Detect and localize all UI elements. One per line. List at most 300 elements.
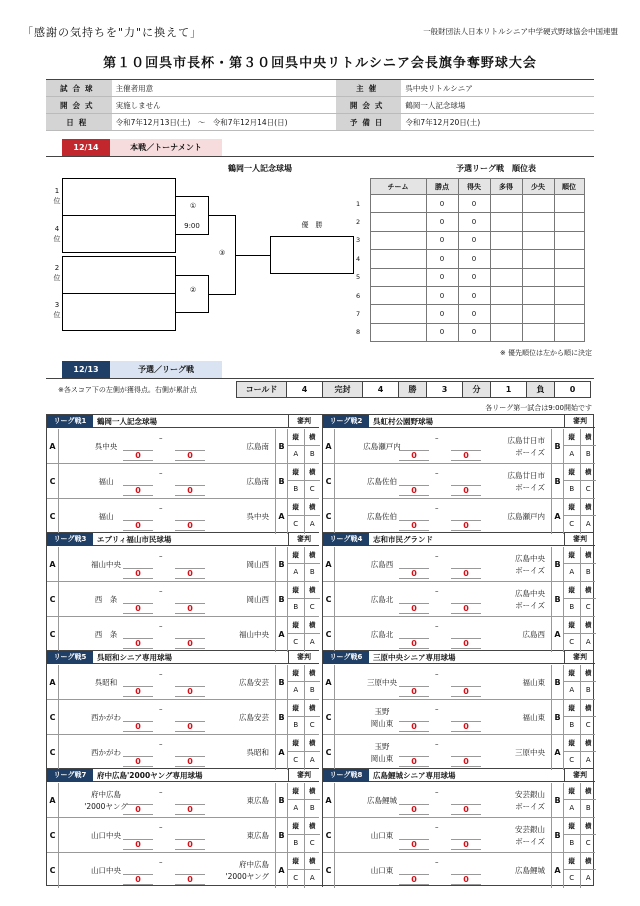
away-team: 広島廿日市 ボーイズ xyxy=(507,470,545,492)
umpire-assignment: 縦 横 B C xyxy=(563,818,595,853)
league-venue: 広島鯉城シニア専用球場 xyxy=(373,771,456,780)
league-header xyxy=(47,651,319,664)
umpire-assignment: 縦 横 C A xyxy=(287,499,319,534)
opening-venue-label: 開会式 xyxy=(336,97,402,114)
away-team: 安芸銀山 ボーイズ xyxy=(515,789,545,811)
home-score: 0 xyxy=(123,450,153,461)
opening-value: 実施しません xyxy=(112,97,305,114)
away-score: 0 xyxy=(451,874,481,885)
col-least-allowed: 少失 xyxy=(522,179,554,195)
league-venue: 呉昭和シニア専用球場 xyxy=(97,653,172,662)
umpire-assignment: 縦 横 A B xyxy=(287,783,319,818)
away-score: 0 xyxy=(175,520,205,531)
away-slot: A xyxy=(275,617,287,652)
home-slot: A xyxy=(323,547,335,582)
home-slot: A xyxy=(47,665,59,700)
away-slot: B xyxy=(551,665,563,700)
home-slot: C xyxy=(323,617,335,652)
home-team: 広島鯉城 xyxy=(367,795,397,805)
away-slot: B xyxy=(275,783,287,818)
slogan: 「感謝の気持ちを"力"に換えて」 xyxy=(22,26,203,39)
game-3-marker: ③ xyxy=(218,249,226,257)
schedule-value: 令和7年12月13日(土) 〜 令和7年12月14日(日) xyxy=(112,114,336,131)
league-game: C 山口東 – 安芸銀山 ボーイズ 0 0 B 縦 横 B C xyxy=(323,818,595,853)
league-tag: リーグ戦6 xyxy=(323,651,369,664)
points-shutout-label: 完封 xyxy=(323,382,363,398)
home-team: 西 条 xyxy=(94,629,118,639)
umpire-assignment: 縦 横 C A xyxy=(563,853,595,888)
league-game: A 府中広島 '2000ヤング – 東広島 0 0 B 縦 横 A B xyxy=(47,783,319,818)
league-tag: リーグ戦4 xyxy=(323,533,369,546)
points-win-label: 勝 xyxy=(399,382,427,398)
home-slot: C xyxy=(47,818,59,853)
away-score: 0 xyxy=(451,804,481,815)
league-tag: リーグ戦7 xyxy=(47,769,93,782)
home-score: 0 xyxy=(399,756,429,767)
home-team: 府中広島 '2000ヤング xyxy=(84,789,128,811)
league-game: A 三原中央 – 福山東 0 0 B 縦 横 A B xyxy=(323,665,595,700)
home-team: 三原中央 xyxy=(367,677,397,687)
home-team: 西 条 xyxy=(94,594,118,604)
seed-2: 2 位 xyxy=(53,264,61,282)
league-game: A 福山中央 – 岡山西 0 0 B 縦 横 A B xyxy=(47,547,319,582)
league-game: C 広島北 – 広島中央 ボーイズ 0 0 B 縦 横 B C xyxy=(323,582,595,617)
standings-title: 予選リーグ戦 順位表 xyxy=(456,164,536,173)
away-team: 呉昭和 xyxy=(246,747,269,757)
first-game-note: 各リーグ第一試合は9:00開始です xyxy=(485,404,592,412)
away-slot: A xyxy=(275,735,287,770)
umpire-assignment: 縦 横 C A xyxy=(287,853,319,888)
league-header xyxy=(323,415,595,428)
league-tag: リーグ戦8 xyxy=(323,769,369,782)
league-tag: リーグ戦3 xyxy=(47,533,93,546)
away-slot: B xyxy=(275,464,287,499)
league-venue: 鶴岡一人記念球場 xyxy=(97,417,157,426)
home-team: 呉中央 xyxy=(94,441,118,451)
home-slot: C xyxy=(47,853,59,888)
reserve-value: 令和7年12月20日(土) xyxy=(401,114,594,131)
away-score: 0 xyxy=(451,756,481,767)
col-team: チーム xyxy=(370,179,426,195)
home-team: 玉野 岡山東 xyxy=(370,741,394,763)
away-slot: B xyxy=(275,700,287,735)
away-team: 広島西 xyxy=(522,629,545,639)
away-score: 0 xyxy=(451,603,481,614)
team-slot-3 xyxy=(62,293,176,331)
away-team: 福山中央 xyxy=(239,629,269,639)
seed-1: 1 位 xyxy=(53,187,61,205)
league-game: A 広島瀬戸内 – 広島廿日市 ボーイズ 0 0 B 縦 横 A B xyxy=(323,429,595,464)
league-game: C 玉野 岡山東 – 三原中央 0 0 A 縦 横 C A xyxy=(323,735,595,770)
away-team: 広島鯉城 xyxy=(515,865,545,875)
home-team: 山口東 xyxy=(370,865,394,875)
standings-table xyxy=(356,178,585,342)
league-game: A 呉中央 – 広島南 0 0 B 縦 横 A B xyxy=(47,429,319,464)
home-score: 0 xyxy=(399,450,429,461)
league-panel xyxy=(322,415,594,533)
home-team: 広島北 xyxy=(370,594,394,604)
standings-row: 3 0 0 xyxy=(356,231,584,249)
league-panel xyxy=(322,533,594,651)
col-diff: 得失 xyxy=(458,179,490,195)
umpire-assignment: 縦 横 B C xyxy=(287,464,319,499)
umpire-assignment: 縦 横 B C xyxy=(563,464,595,499)
league-header xyxy=(47,533,319,546)
score-note: ※各スコア下の左側が獲得点。右側が累計点 xyxy=(58,386,197,394)
host-value: 呉中央リトルシニア xyxy=(401,80,594,97)
home-score: 0 xyxy=(123,603,153,614)
league-game: C 広島北 – 広島西 0 0 A 縦 横 C A xyxy=(323,617,595,652)
league-game: C 山口東 – 広島鯉城 0 0 A 縦 横 C A xyxy=(323,853,595,888)
away-slot: B xyxy=(551,464,563,499)
league-panel xyxy=(322,651,594,769)
away-score: 0 xyxy=(451,450,481,461)
umpire-assignment: 縦 横 A B xyxy=(287,665,319,700)
away-team: 広島中央 ボーイズ xyxy=(515,553,545,575)
home-score: 0 xyxy=(399,721,429,732)
points-draw-value: 1 xyxy=(491,382,527,398)
home-team: 広島佐伯 xyxy=(367,476,397,486)
away-score: 0 xyxy=(175,686,205,697)
umpire-assignment: 縦 横 A B xyxy=(287,429,319,464)
home-slot: C xyxy=(323,499,335,534)
home-team: 広島佐伯 xyxy=(367,511,397,521)
league-tag: リーグ戦2 xyxy=(323,415,369,428)
home-score: 0 xyxy=(399,603,429,614)
home-slot: C xyxy=(47,499,59,534)
main-date-tag: 12/14 xyxy=(62,139,110,156)
home-team: 呉昭和 xyxy=(94,677,118,687)
standings-row: 5 0 0 xyxy=(356,268,584,286)
home-score: 0 xyxy=(123,638,153,649)
away-team: 福山東 xyxy=(522,712,545,722)
league-header xyxy=(323,533,595,546)
points-loss-label: 負 xyxy=(527,382,555,398)
league-game: C 西かがわ – 広島安芸 0 0 B 縦 横 B C xyxy=(47,700,319,735)
section-divider xyxy=(46,156,594,157)
away-slot: B xyxy=(551,429,563,464)
league-panel xyxy=(47,651,319,769)
home-team: 山口東 xyxy=(370,830,394,840)
home-slot: A xyxy=(323,665,335,700)
home-score: 0 xyxy=(123,568,153,579)
away-score: 0 xyxy=(451,568,481,579)
standings-row: 4 0 0 xyxy=(356,250,584,268)
away-score: 0 xyxy=(175,839,205,850)
info-table xyxy=(46,79,594,131)
away-score: 0 xyxy=(175,804,205,815)
away-team: 広島廿日市 ボーイズ xyxy=(507,435,545,457)
game-2-marker: ② xyxy=(189,286,197,294)
league-header xyxy=(323,769,595,782)
home-slot: C xyxy=(323,582,335,617)
home-slot: A xyxy=(47,783,59,818)
home-team: 山口中央 xyxy=(91,830,121,840)
home-score: 0 xyxy=(399,804,429,815)
league-game: C 玉野 岡山東 – 福山東 0 0 B 縦 横 B C xyxy=(323,700,595,735)
league-header xyxy=(323,651,595,664)
points-draw-label: 分 xyxy=(463,382,491,398)
home-score: 0 xyxy=(399,485,429,496)
referee-header: 審判 xyxy=(288,651,319,664)
host-label: 主催 xyxy=(336,80,402,97)
league-header xyxy=(47,769,319,782)
home-slot: C xyxy=(47,735,59,770)
page-title: 第１０回呉市長杯・第３０回呉中央リトルシニア会長旗争奪野球大会 xyxy=(103,56,537,71)
league-game: C 西 条 – 福山中央 0 0 A 縦 横 C A xyxy=(47,617,319,652)
seed-4: 4 位 xyxy=(53,225,61,243)
home-slot: C xyxy=(47,617,59,652)
away-slot: B xyxy=(275,429,287,464)
away-team: 安芸銀山 ボーイズ xyxy=(515,824,545,846)
away-slot: B xyxy=(275,582,287,617)
umpire-assignment: 縦 横 C A xyxy=(287,735,319,770)
home-team: 福山 xyxy=(98,476,114,486)
champion-label: 優 勝 xyxy=(301,221,323,229)
away-slot: A xyxy=(551,499,563,534)
away-score: 0 xyxy=(175,756,205,767)
standings-row: 1 0 0 xyxy=(356,195,584,213)
standings-row: 7 0 0 xyxy=(356,305,584,323)
league-game: C 福山 – 広島南 0 0 B 縦 横 B C xyxy=(47,464,319,499)
league-panel xyxy=(47,769,319,887)
section-divider xyxy=(46,378,594,379)
league-panel xyxy=(47,533,319,651)
umpire-assignment: 縦 横 A B xyxy=(563,665,595,700)
away-score: 0 xyxy=(175,568,205,579)
away-slot: A xyxy=(275,853,287,888)
home-score: 0 xyxy=(399,874,429,885)
league-panel xyxy=(47,415,319,533)
points-win-value: 3 xyxy=(427,382,463,398)
away-score: 0 xyxy=(175,450,205,461)
home-score: 0 xyxy=(399,686,429,697)
away-score: 0 xyxy=(175,638,205,649)
home-score: 0 xyxy=(399,520,429,531)
home-slot: A xyxy=(323,429,335,464)
points-table xyxy=(236,381,591,398)
home-team: 玉野 岡山東 xyxy=(370,706,394,728)
prelim-label-tag: 予選／リーグ戦 xyxy=(110,361,222,378)
umpire-assignment: 縦 横 A B xyxy=(563,783,595,818)
league-game: C 福山 – 呉中央 0 0 A 縦 横 C A xyxy=(47,499,319,534)
home-score: 0 xyxy=(123,721,153,732)
home-slot: C xyxy=(323,818,335,853)
away-slot: A xyxy=(551,735,563,770)
home-score: 0 xyxy=(123,686,153,697)
away-team: 広島南 xyxy=(246,441,269,451)
standings-table-wrap xyxy=(356,178,585,342)
umpire-assignment: 縦 横 B C xyxy=(563,582,595,617)
away-slot: B xyxy=(275,547,287,582)
points-called-label: コールド xyxy=(237,382,287,398)
reserve-label: 予備日 xyxy=(336,114,402,131)
points-called-value: 4 xyxy=(287,382,323,398)
league-game: A 呉昭和 – 広島安芸 0 0 B 縦 横 A B xyxy=(47,665,319,700)
umpire-assignment: 縦 横 C A xyxy=(287,617,319,652)
away-team: 広島中央 ボーイズ xyxy=(515,588,545,610)
standings-row: 8 0 0 xyxy=(356,323,584,341)
away-score: 0 xyxy=(175,874,205,885)
referee-header: 審判 xyxy=(288,769,319,782)
away-team: 岡山西 xyxy=(246,559,269,569)
opening-label: 開会式 xyxy=(46,97,112,114)
organization: 一般財団法人日本リトルシニア中学硬式野球協会中国連盟 xyxy=(423,27,618,36)
referee-header: 審判 xyxy=(564,415,595,428)
home-slot: C xyxy=(323,464,335,499)
away-slot: A xyxy=(551,853,563,888)
away-slot: A xyxy=(551,617,563,652)
schedule-label: 日程 xyxy=(46,114,112,131)
umpire-assignment: 縦 横 C A xyxy=(563,735,595,770)
league-game: C 山口中央 – 東広島 0 0 B 縦 横 B C xyxy=(47,818,319,853)
league-header xyxy=(47,415,319,428)
home-slot: C xyxy=(323,853,335,888)
away-slot: B xyxy=(551,818,563,853)
referee-header: 審判 xyxy=(564,769,595,782)
away-score: 0 xyxy=(175,603,205,614)
home-slot: C xyxy=(47,700,59,735)
away-team: 広島瀬戸内 xyxy=(507,511,545,521)
home-score: 0 xyxy=(123,804,153,815)
away-score: 0 xyxy=(451,839,481,850)
home-slot: C xyxy=(323,700,335,735)
home-team: 広島西 xyxy=(370,559,394,569)
away-team: 三原中央 xyxy=(515,747,545,757)
referee-header: 審判 xyxy=(288,415,319,428)
umpire-assignment: 縦 横 A B xyxy=(563,547,595,582)
home-slot: C xyxy=(323,735,335,770)
away-team: 福山東 xyxy=(522,677,545,687)
main-label-tag: 本戦／トーナメント xyxy=(110,139,222,156)
league-game: C 西かがわ – 呉昭和 0 0 A 縦 横 C A xyxy=(47,735,319,770)
league-venue: 志和市民グランド xyxy=(373,535,433,544)
league-game: C 広島佐伯 – 広島瀬戸内 0 0 A 縦 横 C A xyxy=(323,499,595,534)
away-team: 東広島 xyxy=(246,830,269,840)
referee-header: 審判 xyxy=(564,533,595,546)
home-score: 0 xyxy=(123,839,153,850)
points-shutout-value: 4 xyxy=(363,382,399,398)
away-score: 0 xyxy=(451,686,481,697)
league-venue: 三原中央シニア専用球場 xyxy=(373,653,456,662)
ball-value: 主催者用意 xyxy=(112,80,305,97)
league-venue: エブリィ福山市民球場 xyxy=(97,535,172,544)
away-score: 0 xyxy=(175,485,205,496)
away-score: 0 xyxy=(451,721,481,732)
umpire-assignment: 縦 横 B C xyxy=(287,700,319,735)
col-rank: 順位 xyxy=(554,179,584,195)
umpire-assignment: 縦 横 B C xyxy=(563,700,595,735)
away-team: 広島安芸 xyxy=(239,712,269,722)
home-team: 西かがわ xyxy=(91,712,121,722)
main-venue: 鶴岡一人記念球場 xyxy=(228,164,292,173)
away-score: 0 xyxy=(451,638,481,649)
opening-venue-value: 鶴岡一人記念球場 xyxy=(401,97,594,114)
standings-note: ※ 優先順位は左から順に決定 xyxy=(499,349,592,357)
away-team: 広島南 xyxy=(246,476,269,486)
home-slot: A xyxy=(323,783,335,818)
home-slot: A xyxy=(47,547,59,582)
league-tag: リーグ戦5 xyxy=(47,651,93,664)
away-team: 広島安芸 xyxy=(239,677,269,687)
away-slot: B xyxy=(275,818,287,853)
home-score: 0 xyxy=(123,520,153,531)
home-team: 西かがわ xyxy=(91,747,121,757)
league-game: A 広島鯉城 – 安芸銀山 ボーイズ 0 0 B 縦 横 A B xyxy=(323,783,595,818)
seed-3: 3 位 xyxy=(53,301,61,319)
home-score: 0 xyxy=(399,568,429,579)
league-panel xyxy=(322,769,594,887)
umpire-assignment: 縦 横 A B xyxy=(563,429,595,464)
referee-header: 審判 xyxy=(288,533,319,546)
league-game: A 広島西 – 広島中央 ボーイズ 0 0 B 縦 横 A B xyxy=(323,547,595,582)
away-team: 府中広島 '2000ヤング xyxy=(225,859,269,881)
ball-label: 試合球 xyxy=(46,80,112,97)
home-team: 福山 xyxy=(98,511,114,521)
team-slot-2 xyxy=(62,256,176,294)
umpire-assignment: 縦 横 C A xyxy=(563,499,595,534)
league-game: C 広島佐伯 – 広島廿日市 ボーイズ 0 0 B 縦 横 B C xyxy=(323,464,595,499)
away-slot: B xyxy=(551,700,563,735)
team-slot-1 xyxy=(62,178,176,216)
away-team: 岡山西 xyxy=(246,594,269,604)
league-venue: 呉虹村公園野球場 xyxy=(373,417,433,426)
league-tag: リーグ戦1 xyxy=(47,415,93,428)
home-team: 福山中央 xyxy=(91,559,121,569)
league-grid xyxy=(46,414,594,886)
away-slot: B xyxy=(275,665,287,700)
points-loss-value: 0 xyxy=(555,382,591,398)
col-points: 勝点 xyxy=(426,179,458,195)
away-team: 呉中央 xyxy=(246,511,269,521)
away-slot: A xyxy=(275,499,287,534)
league-game: C 西 条 – 岡山西 0 0 B 縦 横 B C xyxy=(47,582,319,617)
away-score: 0 xyxy=(451,485,481,496)
home-score: 0 xyxy=(123,485,153,496)
away-slot: B xyxy=(551,547,563,582)
home-score: 0 xyxy=(399,638,429,649)
league-game: C 山口中央 – 府中広島 '2000ヤング 0 0 A 縦 横 C A xyxy=(47,853,319,888)
away-slot: B xyxy=(551,582,563,617)
home-score: 0 xyxy=(399,839,429,850)
home-slot: C xyxy=(47,582,59,617)
prelim-date-tag: 12/13 xyxy=(62,361,110,378)
umpire-assignment: 縦 横 B C xyxy=(287,818,319,853)
team-slot-4 xyxy=(62,215,176,253)
game-1-marker: ① xyxy=(189,202,197,210)
umpire-assignment: 縦 横 A B xyxy=(287,547,319,582)
home-team: 広島瀬戸内 xyxy=(363,441,401,451)
away-score: 0 xyxy=(451,520,481,531)
start-time: 9:00 xyxy=(184,222,200,230)
umpire-assignment: 縦 横 B C xyxy=(287,582,319,617)
league-venue: 府中広島'2000ヤング専用球場 xyxy=(97,771,203,780)
standings-row: 6 0 0 xyxy=(356,286,584,304)
home-score: 0 xyxy=(123,874,153,885)
home-score: 0 xyxy=(123,756,153,767)
col-most-runs: 多得 xyxy=(490,179,522,195)
winner-box xyxy=(270,236,354,274)
standings-row: 2 0 0 xyxy=(356,213,584,231)
away-slot: B xyxy=(551,783,563,818)
away-score: 0 xyxy=(175,721,205,732)
umpire-assignment: 縦 横 C A xyxy=(563,617,595,652)
referee-header: 審判 xyxy=(564,651,595,664)
home-slot: C xyxy=(47,464,59,499)
away-team: 東広島 xyxy=(246,795,269,805)
home-team: 広島北 xyxy=(370,629,394,639)
home-team: 山口中央 xyxy=(91,865,121,875)
